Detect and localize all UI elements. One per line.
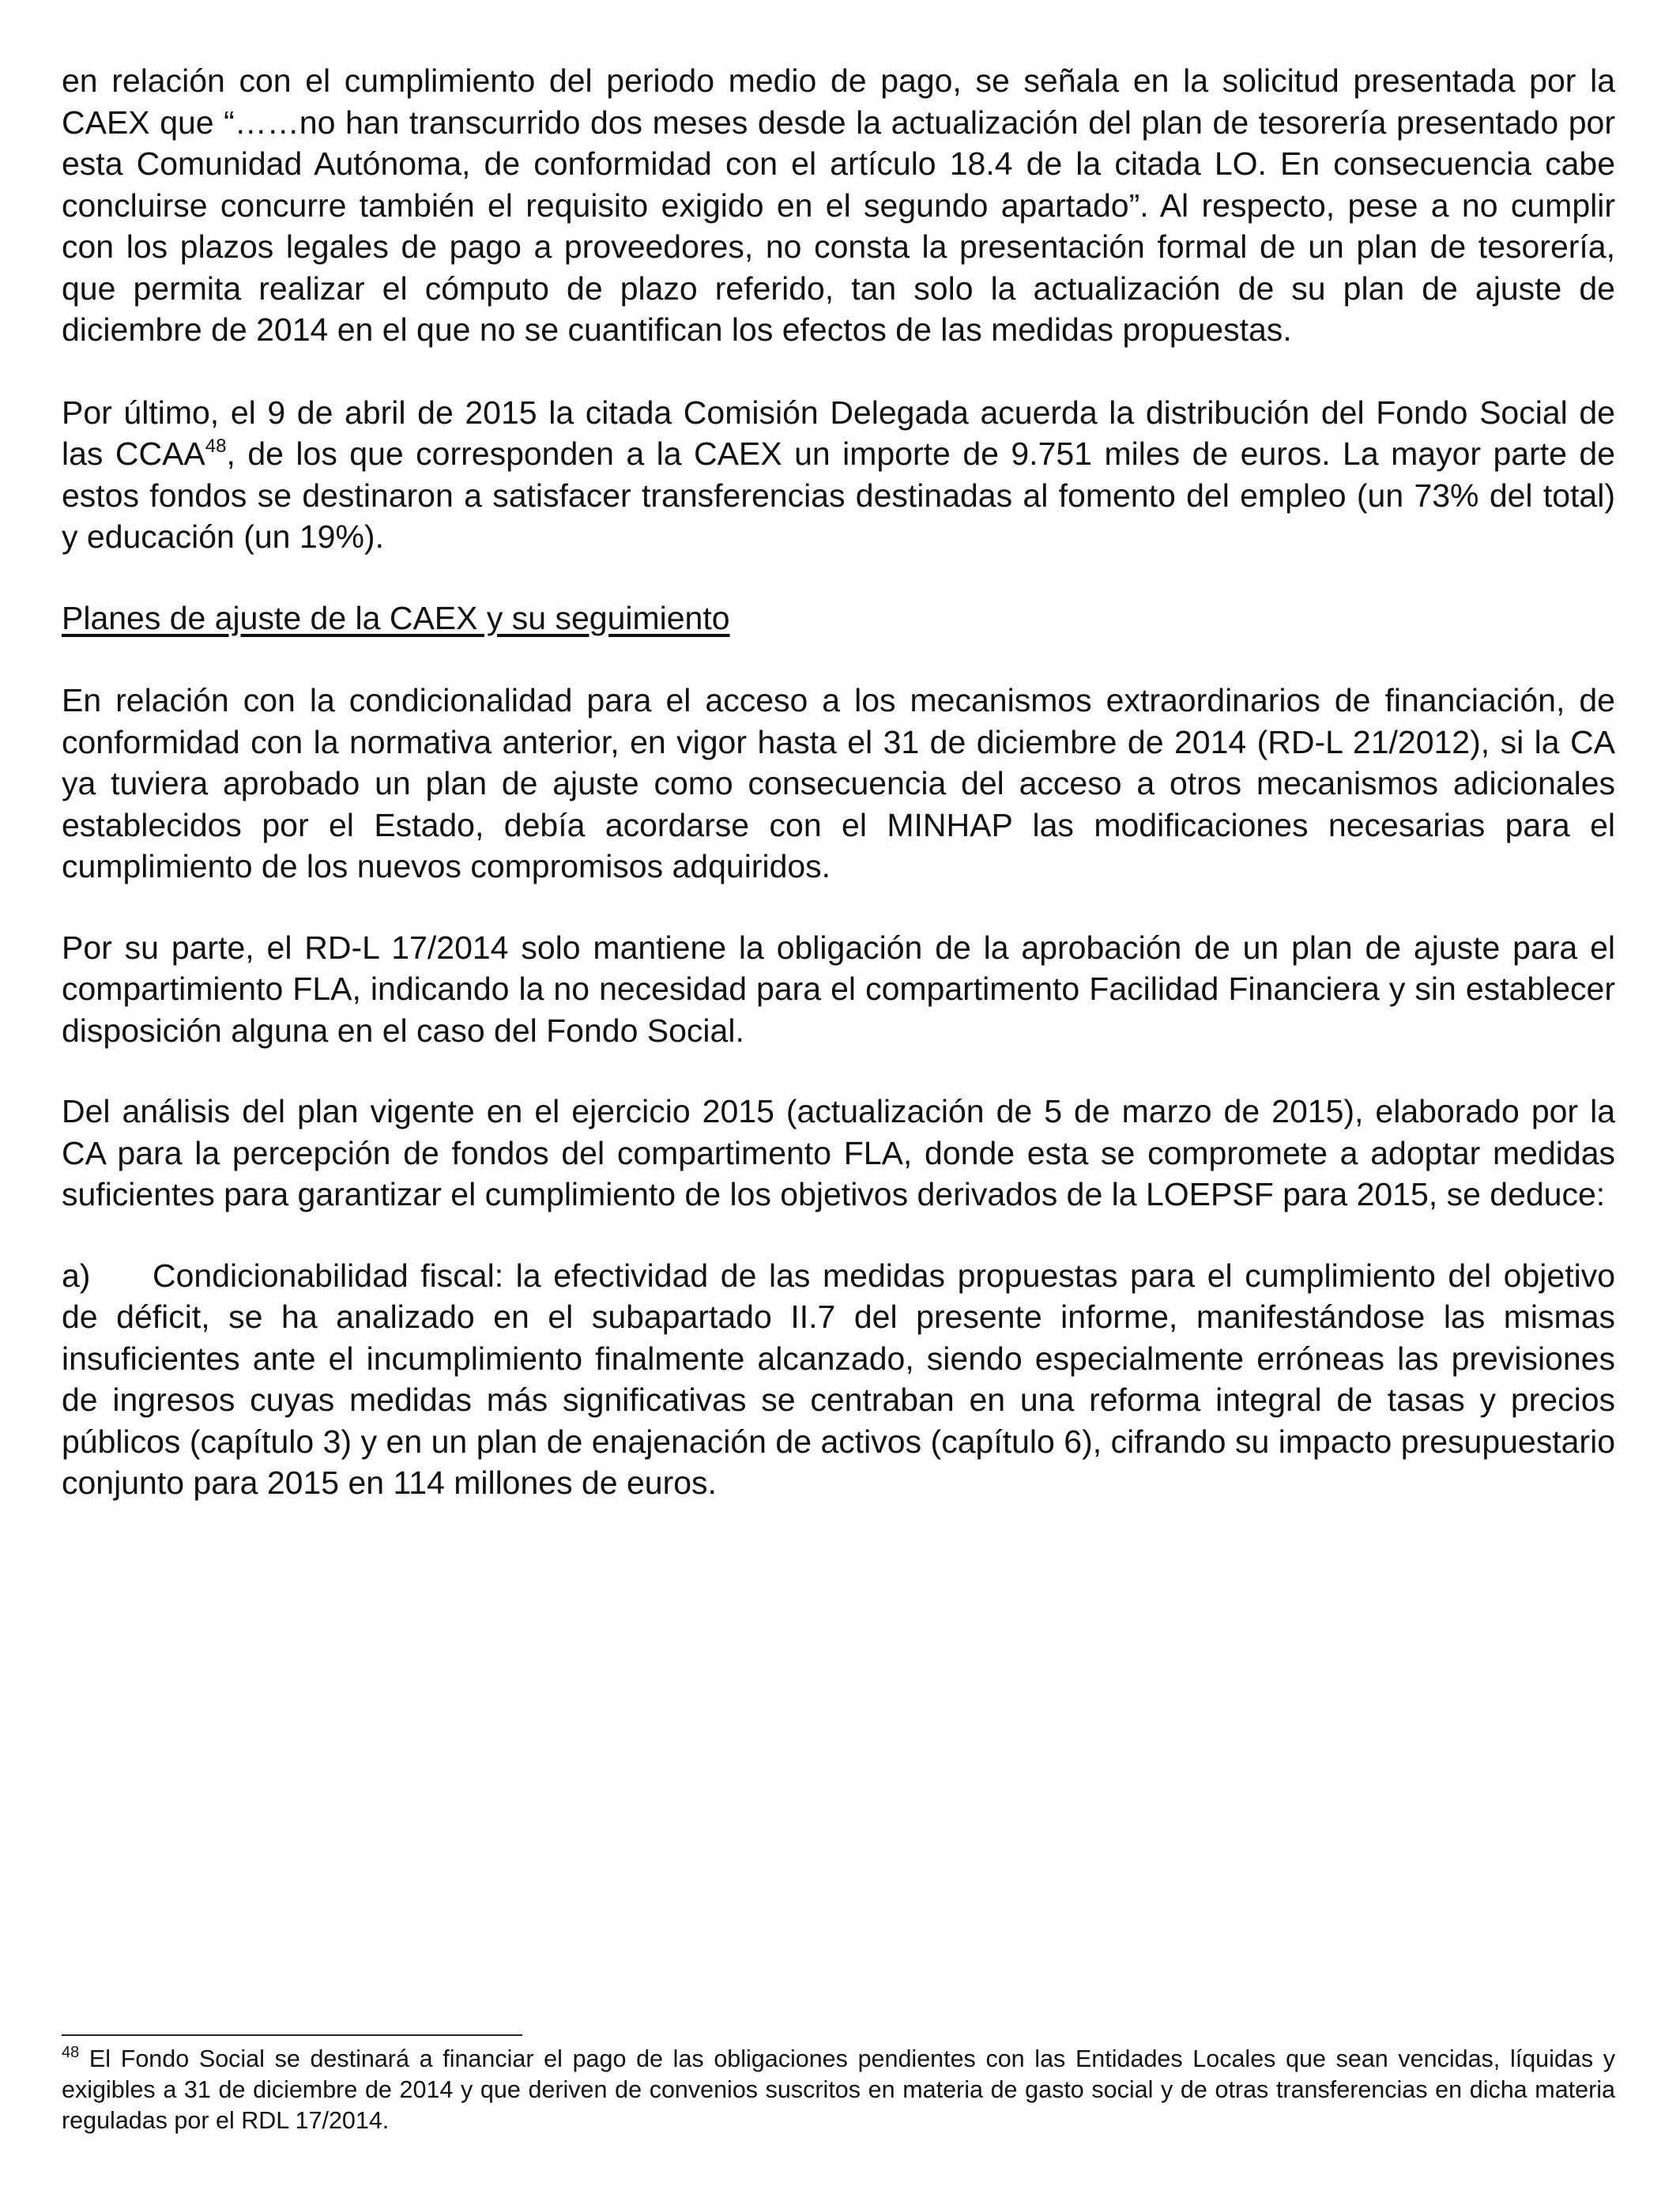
paragraph-fondo-social-text-2: , de los que corresponden a la CAEX un importe de 9.751 miles de euros. La mayor parte de estos fondos se destinaron a satisfacer transferencias destinadas al fomento del empleo (un 73% del total) y educación (un 19%).: [62, 435, 1616, 555]
footnote-number: 48: [62, 2044, 80, 2061]
paragraph-analisis-plan: Del análisis del plan vigente en el ejercicio 2015 (actualización de 5 de marzo de 2015), elaborado por la CA para la percepción de fondos del compartimento FLA, donde esta se compromete a adoptar medidas suficientes para garantizar el cumplimiento de los objetivos derivados de la LOEPSF para 2015, se deduce:: [62, 1093, 1615, 1212]
list-marker-a: a): [62, 1257, 91, 1294]
list-item-a-text: Condicionabilidad fiscal: la efectividad de las medidas propuestas para el cumplimiento del objetivo de déficit, se ha analizado en el subapartado II.7 del presente informe, manifestándose las mismas insuficientes ante el incumplimiento finalmente alcanzado, siendo especialmente erróneas las previsiones de ingresos cuyas medidas más significativas se centraban en una reforma integral de tasas y precios públicos (capítulo 3) y en un plan de enajenación de activos (capítulo 6), cifrando su impacto presupuestario conjunto para 2015 en 114 millones de euros.: [62, 1257, 1615, 1501]
footnote-reference[interactable]: 48: [205, 435, 227, 457]
paragraph-fondo-social: [62, 392, 1615, 558]
paragraph-rdl-17-2014: Por su parte, el RD-L 17/2014 solo mantiene la obligación de la aprobación de un plan de ajuste para el compartimiento FLA, indicando la no necesidad para el compartimento Facilidad Financiera y sin establecer disposición alguna en el caso del Fondo Social.: [62, 929, 1615, 1049]
footnote-separator: [62, 2034, 522, 2036]
footnote-text: El Fondo Social se destinará a financiar el pago de las obligaciones pendientes con las Entidades Locales que sean vencidas, líquidas y exigibles a 31 de diciembre de 2014 y que deriven de convenios suscritos en materia de gasto social y de otras transferencias en dicha materia reguladas por el RDL 17/2014.: [62, 2045, 1615, 2134]
list-item-a: [62, 1255, 1615, 1504]
footnote-48: [62, 2044, 1615, 2136]
document-page: [62, 60, 1615, 1504]
section-heading: Planes de ajuste de la CAEX y su seguimiento: [62, 599, 730, 636]
paragraph-fondo-social-text-1: Por último, el 9 de abril de 2015 la citada Comisión Delegada acuerda la distribución del Fondo Social de las CCAA: [62, 394, 1615, 472]
paragraph-condicionalidad: En relación con la condicionalidad para el acceso a los mecanismos extraordinarios de financiación, de conformidad con la normativa anterior, en vigor hasta el 31 de diciembre de 2014 (RD-L 21/2012), si la CA ya tuviera aprobado un plan de ajuste como consecuencia del acceso a otros mecanismos adicionales establecidos por el Estado, debía acordarse con el MINHAP las modificaciones necesarias para el cumplimiento de los nuevos compromisos adquiridos.: [62, 682, 1615, 884]
paragraph-periodo-medio-pago: en relación con el cumplimiento del periodo medio de pago, se señala en la solicitud presentada por la CAEX que “……no han transcurrido dos meses desde la actualización del plan de tesorería presentado por esta Comunidad Autónoma, de conformidad con el artículo 18.4 de la citada LO. En consecuencia cabe concluirse concurre también el requisito exigido en el segundo apartado”. Al respecto, pese a no cumplir con los plazos legales de pago a proveedores, no consta la presentación formal de un plan de tesorería, que permita realizar el cómputo de plazo referido, tan solo la actualización de su plan de ajuste de diciembre de 2014 en el que no se cuantifican los efectos de las medidas propuestas.: [62, 62, 1615, 348]
